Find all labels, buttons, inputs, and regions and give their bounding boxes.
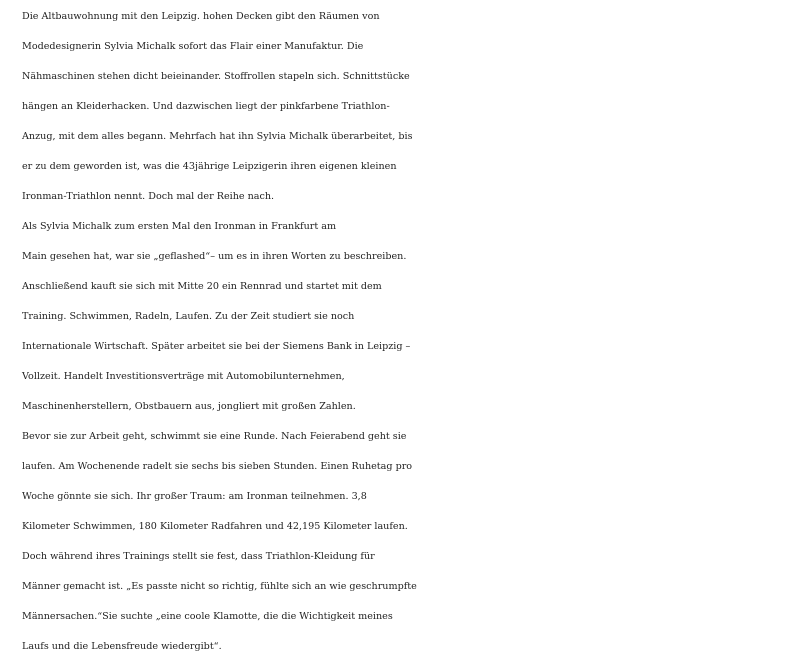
paragraph-ironman (22, 212, 806, 422)
text-line: Maschinenherstellern, Obstbauern aus, jongliert mit großen Zahlen. (22, 401, 356, 412)
text-line: Anzug, mit dem alles begann. Mehrfach hat ihn Sylvia Michalk überarbeitet, bis (22, 131, 413, 142)
text-line: Anschließend kauft sie sich mit Mitte 20 ein Rennrad und startet mit dem (22, 281, 382, 292)
text-line: Bevor sie zur Arbeit geht, schwimmt sie eine Runde. Nach Feierabend geht sie (22, 431, 407, 442)
text-line: Laufs und die Lebensfreude wiedergibt“. (22, 641, 222, 652)
text-line: Doch während ihres Trainings stellt sie fest, dass Triathlon-Kleidung für (22, 551, 375, 562)
text-line: Männer gemacht ist. „Es passte nicht so richtig, fühlte sich an wie geschrumpfte (22, 581, 417, 592)
text-line: Vollzeit. Handelt Investitionsverträge mit Automobilunternehmen, (22, 371, 345, 382)
text-line: laufen. Am Wochenende radelt sie sechs bis sieben Stunden. Einen Ruhetag pro (22, 461, 413, 472)
text-line: Die Altbauwohnung mit den Leipzig. hohen Decken gibt den Räumen von (22, 11, 380, 22)
text-line: Nähmaschinen stehen dicht beieinander. Stoffrollen stapeln sich. Schnittstücke (22, 71, 410, 82)
text-line: Ironman-Triathlon nennt. Doch mal der Reihe nach. (22, 191, 275, 202)
text-line: Main gesehen hat, war sie „geflashed“– um es in ihren Worten zu beschreiben. (22, 251, 407, 262)
paragraph-training (22, 422, 806, 662)
text-line: Kilometer Schwimmen, 180 Kilometer Radfahren und 42,195 Kilometer laufen. (22, 521, 408, 532)
paragraph-intro (22, 2, 806, 212)
text-line: Männersachen.“Sie suchte „eine coole Klamotte, die die Wichtigkeit meines (22, 611, 393, 622)
text-line: er zu dem geworden ist, was die 43jährige Leipzigerin ihren eigenen kleinen (22, 161, 397, 172)
text-line: Internationale Wirtschaft. Später arbeitet sie bei der Siemens Bank in Leipzig – (22, 341, 411, 352)
text-line: Woche gönnte sie sich. Ihr großer Traum: am Ironman teilnehmen. 3,8 (22, 491, 367, 502)
text-line: Als Sylvia Michalk zum ersten Mal den Ironman in Frankfurt am (22, 221, 337, 232)
text-line: Training. Schwimmen, Radeln, Laufen. Zu der Zeit studiert sie noch (22, 311, 355, 322)
text-line: hängen an Kleiderhacken. Und dazwischen liegt der pinkfarbene Triathlon- (22, 101, 390, 112)
text-line: Modedesignerin Sylvia Michalk sofort das Flair einer Manufaktur. Die (22, 41, 364, 52)
